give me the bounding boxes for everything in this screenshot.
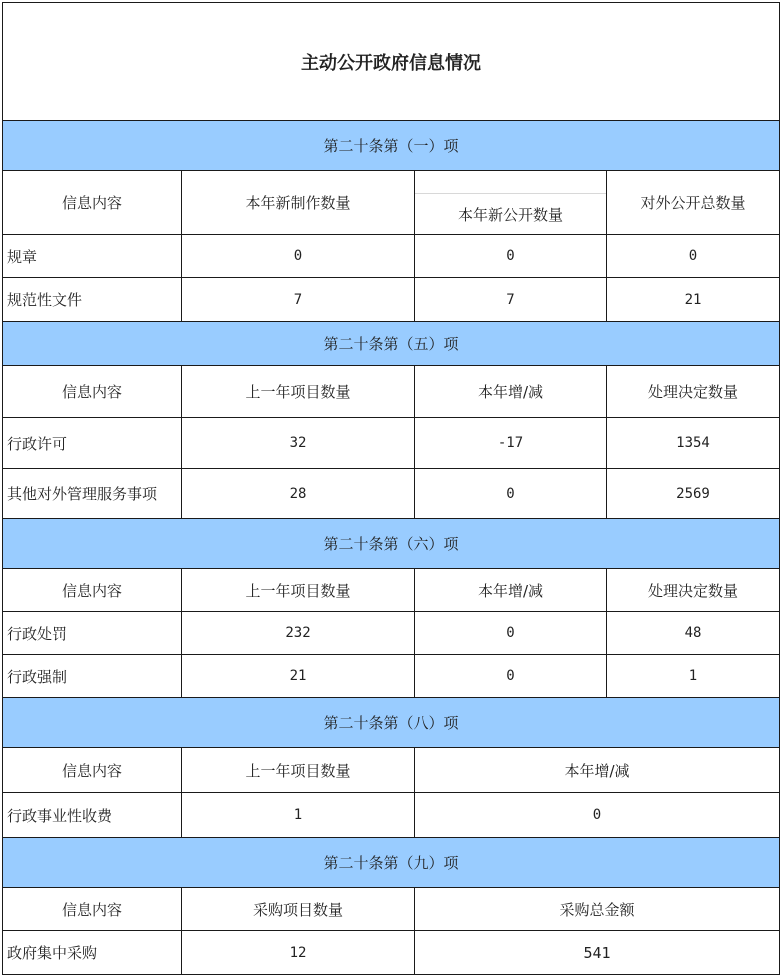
- header-cell: 本年增/减: [415, 366, 607, 418]
- value-cell: 0: [415, 793, 780, 838]
- title-row: [3, 3, 780, 121]
- value-cell: 1: [607, 655, 780, 698]
- header-cell: 信息内容: [3, 171, 182, 235]
- header-row: [3, 569, 780, 612]
- row-label: 规章: [3, 235, 182, 278]
- value-cell: 1: [182, 793, 415, 838]
- value-cell: 0: [182, 235, 415, 278]
- value-cell: 541: [415, 931, 780, 975]
- value-cell: 0: [415, 612, 607, 655]
- header-cell: 上一年项目数量: [182, 366, 415, 418]
- header-cell: 本年增/减: [415, 569, 607, 612]
- header-cell: 本年新制作数量: [182, 171, 415, 235]
- table-row: [3, 469, 780, 519]
- value-cell: 48: [607, 612, 780, 655]
- row-label: 政府集中采购: [3, 931, 182, 975]
- header-cell: 上一年项目数量: [182, 748, 415, 793]
- value-cell: 0: [415, 235, 607, 278]
- section-heading: 第二十条第（一）项: [3, 121, 780, 171]
- header-cell: 本年增/减: [415, 748, 780, 793]
- value-cell: 0: [607, 235, 780, 278]
- header-cell: 信息内容: [3, 569, 182, 612]
- header-row: [3, 888, 780, 931]
- table-row: [3, 931, 780, 975]
- value-cell: 7: [182, 278, 415, 322]
- header-row: [3, 748, 780, 793]
- section-row: [3, 519, 780, 569]
- section-row: [3, 838, 780, 888]
- info-disclosure-table: [2, 2, 780, 975]
- section-heading: 第二十条第（五）项: [3, 322, 780, 366]
- table-row: [3, 793, 780, 838]
- value-cell: 7: [415, 278, 607, 322]
- table-row: [3, 235, 780, 278]
- value-cell: 28: [182, 469, 415, 519]
- table-row: [3, 278, 780, 322]
- row-label: 其他对外管理服务事项: [3, 469, 182, 519]
- header-cell: 处理决定数量: [607, 569, 780, 612]
- value-cell: 0: [415, 469, 607, 519]
- value-cell: 2569: [607, 469, 780, 519]
- section-heading: 第二十条第（八）项: [3, 698, 780, 748]
- value-cell: 12: [182, 931, 415, 975]
- table-title: 主动公开政府信息情况: [3, 3, 780, 121]
- row-label: 行政处罚: [3, 612, 182, 655]
- header-cell: 信息内容: [3, 888, 182, 931]
- value-cell: 0: [415, 655, 607, 698]
- value-cell: 21: [607, 278, 780, 322]
- value-cell: 21: [182, 655, 415, 698]
- table-row: [3, 612, 780, 655]
- row-label: 规范性文件: [3, 278, 182, 322]
- section-heading: 第二十条第（六）项: [3, 519, 780, 569]
- header-label: 本年新公开数量: [457, 206, 563, 224]
- section-heading: 第二十条第（九）项: [3, 838, 780, 888]
- table-row: [3, 418, 780, 469]
- header-cell: 信息内容: [3, 748, 182, 793]
- section-row: [3, 698, 780, 748]
- header-cell: [415, 171, 607, 235]
- header-cell: 对外公开总数量: [607, 171, 780, 235]
- table-row: [3, 655, 780, 698]
- value-cell: 1354: [607, 418, 780, 469]
- section-row: [3, 121, 780, 171]
- row-label: 行政强制: [3, 655, 182, 698]
- section-row: [3, 322, 780, 366]
- header-cell: 上一年项目数量: [182, 569, 415, 612]
- divider: [415, 193, 606, 194]
- header-cell: 采购总金额: [415, 888, 780, 931]
- value-cell: 32: [182, 418, 415, 469]
- row-label: 行政事业性收费: [3, 793, 182, 838]
- header-cell: 采购项目数量: [182, 888, 415, 931]
- header-row: [3, 366, 780, 418]
- row-label: 行政许可: [3, 418, 182, 469]
- value-cell: 232: [182, 612, 415, 655]
- header-cell: 信息内容: [3, 366, 182, 418]
- header-cell: 处理决定数量: [607, 366, 780, 418]
- value-cell: -17: [415, 418, 607, 469]
- header-row: [3, 171, 780, 235]
